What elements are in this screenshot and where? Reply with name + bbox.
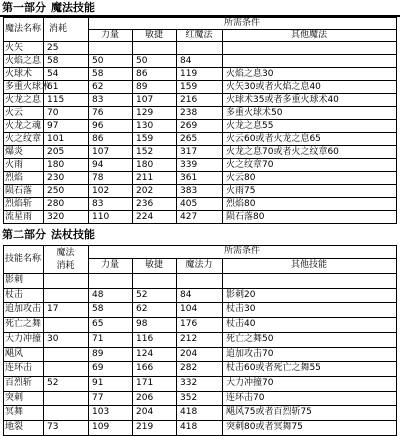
cell-cost: 180 [47,160,65,170]
cell-cost: 280 [47,199,65,209]
cell-magic: 238 [180,108,198,118]
cell-magic: 352 [180,392,198,403]
part1-number: 第一部分 [2,1,46,14]
header-cost-line1: 魔法 [56,248,75,258]
cell-agility: 166 [136,363,154,374]
header-agility: 敏捷 [144,260,163,270]
cell-cost: 61 [47,82,59,92]
cell-strength: 71 [92,333,104,344]
column-line [396,17,397,224]
cell-agility [132,274,176,288]
cell-skill-name: 连环击 [5,363,33,374]
cell-magic: 282 [180,363,198,374]
cell-cost: 58 [47,56,59,66]
cell-cost [43,362,88,376]
cell-strength: 77 [92,392,104,403]
cell-magic: 84 [180,289,192,300]
cell-skill-name: 大力冲撞 [5,333,42,344]
cell-magic: 418 [180,422,198,432]
header-cost-line2: 消耗 [56,261,75,271]
header-other: 其他技能 [290,260,327,270]
header-magic: 魔法力 [185,260,213,270]
cell-cost: 320 [47,212,65,222]
cell-agility: 52 [136,289,148,300]
cell-skill-name: 爆炎 [5,147,24,157]
cell-strength: 109 [92,422,110,432]
cell-other: 火球术35或者多重火球术40 [226,95,339,105]
cell-other: 火龙之息55 [226,121,274,131]
cell-magic: 216 [180,95,198,105]
cell-strength [88,274,132,288]
cell-magic: 204 [180,348,198,359]
cell-skill-name: 烈焰斩 [5,199,33,209]
cell-cost: 25 [47,43,59,53]
cell-other: 火龙之息70或者火之纹章60 [226,147,339,157]
cell-strength: 91 [92,377,104,388]
cell-skill-name: 火龙之魂 [5,121,42,131]
cell-other [222,55,396,67]
column-line [396,245,397,436]
cell-skill-name: 陨石落 [5,186,33,196]
cell-other: 陨石落80 [226,212,265,222]
cell-skill-name: 火云 [5,108,24,118]
cell-agility: 236 [136,199,154,209]
cell-other: 火之纹章70 [226,160,274,170]
cell-magic: 427 [180,212,198,222]
cell-strength: 86 [92,134,104,144]
cell-cost: 230 [47,173,65,183]
cell-skill-name: 死亡之舞 [5,319,42,330]
cell-other: 杖击60或者死亡之舞55 [226,363,321,374]
cell-other: 杖击30 [226,304,256,315]
cell-agility: 107 [136,95,154,105]
cell-agility: 206 [136,392,154,403]
cell-agility: 129 [136,108,154,118]
cell-strength: 83 [92,95,104,105]
row-line [3,223,397,224]
cell-skill-name: 杖击 [5,289,24,300]
cell-other: 突刺80或者冥舞75 [226,422,303,432]
cell-other: 多重火球术50 [226,108,283,118]
cell-skill-name: 火球术 [5,69,33,79]
cell-strength: 83 [92,199,104,209]
cell-skill-name: 冥舞 [5,407,24,418]
part2-heading [0,228,396,243]
cell-other: 火云80 [226,173,256,183]
cell-skill-name: 地裂 [5,422,24,432]
cell-cost: 73 [47,422,59,432]
cell-magic: 84 [180,56,192,66]
cell-strength: 62 [92,82,104,92]
cell-magic: 317 [180,147,198,157]
cell-other: 火矢30或者火焰之息40 [226,82,321,92]
cell-agility: 180 [136,160,154,170]
cell-cost [43,392,88,406]
cell-cost: 97 [47,121,59,131]
cell-other: 烈焰80 [226,199,256,209]
cell-cost [43,318,88,332]
cell-cost [43,289,88,303]
cell-agility: 171 [136,377,154,388]
cell-other: 火雨75 [226,186,256,196]
cell-strength: 48 [92,289,104,300]
cell-skill-name: 飓风 [5,348,24,359]
cell-other: 火云60或者火龙之息65 [226,134,321,144]
cell-skill-name: 火龙之息 [5,95,42,105]
cell-cost: 250 [47,186,65,196]
cell-strength: 110 [92,212,110,222]
cell-agility: 219 [136,422,154,432]
cell-other [222,42,396,54]
cell-other: 大力冲撞70 [226,377,274,388]
cell-magic [176,42,222,54]
cell-agility: 211 [136,173,154,183]
part1-heading [0,1,396,16]
cell-strength: 58 [92,304,104,315]
cell-skill-name: 火之纹章 [5,134,42,144]
cell-strength: 94 [92,160,104,170]
cell-other: 影刺20 [226,289,256,300]
header-agility: 敏捷 [144,30,163,40]
cell-skill-name: 火雨 [5,160,24,170]
cell-other: 追加攻击70 [226,348,274,359]
cell-magic: 361 [180,173,198,183]
cell-strength: 69 [92,363,104,374]
part2-number: 第二部分 [2,228,46,241]
cell-strength: 50 [92,56,104,66]
cell-skill-name: 突刺 [5,392,24,403]
cell-strength: 65 [92,319,104,330]
cell-other [222,274,396,288]
cell-strength: 107 [92,147,110,157]
cell-agility [132,42,176,54]
cell-skill-name: 流星雨 [5,212,33,222]
cell-magic: 383 [180,186,198,196]
cell-agility: 202 [136,186,154,196]
cell-agility: 224 [136,212,154,222]
header-cost: 消耗 [49,24,68,34]
cell-magic: 265 [180,134,198,144]
cell-magic: 405 [180,199,198,209]
cell-magic: 418 [180,407,198,418]
cell-cost: 30 [47,333,59,344]
cell-strength: 58 [92,69,104,79]
cell-magic: 159 [180,82,198,92]
cell-strength: 103 [92,407,110,418]
cell-magic: 176 [180,319,198,330]
cell-skill-name: 火矢 [5,43,24,53]
cell-other: 杖击40 [226,319,256,330]
header-requirements: 所需条件 [223,18,260,28]
cell-agility: 89 [136,82,148,92]
cell-magic: 339 [180,160,198,170]
cell-strength: 76 [92,108,104,118]
cell-skill-name: 多重火球术 [5,82,51,92]
cell-cost: 101 [47,134,65,144]
header-strength: 力量 [100,30,119,40]
cell-cost [43,348,88,362]
cell-agility: 50 [136,56,148,66]
part1-title [2,1,100,15]
cell-agility: 86 [136,69,148,79]
cell-agility: 98 [136,319,148,330]
cell-skill-name: 烈焰 [5,173,24,183]
cell-strength [88,42,132,54]
cell-cost: 205 [47,147,65,157]
header-magic: 红魔法 [185,30,213,40]
cell-strength: 102 [92,186,110,196]
cell-other: 火焰之息30 [226,69,274,79]
cell-agility: 152 [136,147,154,157]
cell-cost: 115 [47,95,65,105]
cell-agility: 124 [136,348,154,359]
cell-cost: 52 [47,377,59,388]
cell-magic: 269 [180,121,198,131]
cell-strength: 96 [92,121,104,131]
header-other: 其他魔法 [290,30,327,40]
cell-cost: 17 [47,304,59,315]
cell-magic: 104 [180,304,198,315]
cell-cost: 54 [47,69,59,79]
cell-cost [43,406,88,420]
cell-agility: 159 [136,134,154,144]
cell-agility: 204 [136,407,154,418]
cell-skill-name: 百烈斩 [5,377,33,388]
cell-agility: 62 [136,304,148,315]
cell-other: 死亡之舞50 [226,333,274,344]
part2-title [2,228,100,242]
cell-agility: 130 [136,121,154,131]
part1-name: 魔法技能 [51,1,95,14]
header-name: 魔法名称 [4,24,41,34]
cell-magic: 212 [180,333,198,344]
cell-other: 连环击70 [226,392,265,403]
cell-skill-name: 影刺 [5,275,24,285]
header-strength: 力量 [100,260,119,270]
header-name: 技能名称 [4,254,41,264]
cell-strength: 78 [92,173,104,183]
header-requirements: 所需条件 [223,246,260,256]
cell-strength: 89 [92,348,104,359]
cell-agility: 116 [136,333,154,344]
cell-skill-name: 火焰之息 [5,56,42,66]
part2-name: 法杖技能 [51,228,95,241]
cell-magic [176,274,222,288]
cell-cost [43,274,88,288]
cell-skill-name: 追加攻击 [5,304,42,315]
cell-cost: 70 [47,108,59,118]
cell-magic: 119 [180,69,198,79]
cell-magic: 332 [180,377,198,388]
cell-other: 飓风75或者百烈斩75 [226,407,312,418]
